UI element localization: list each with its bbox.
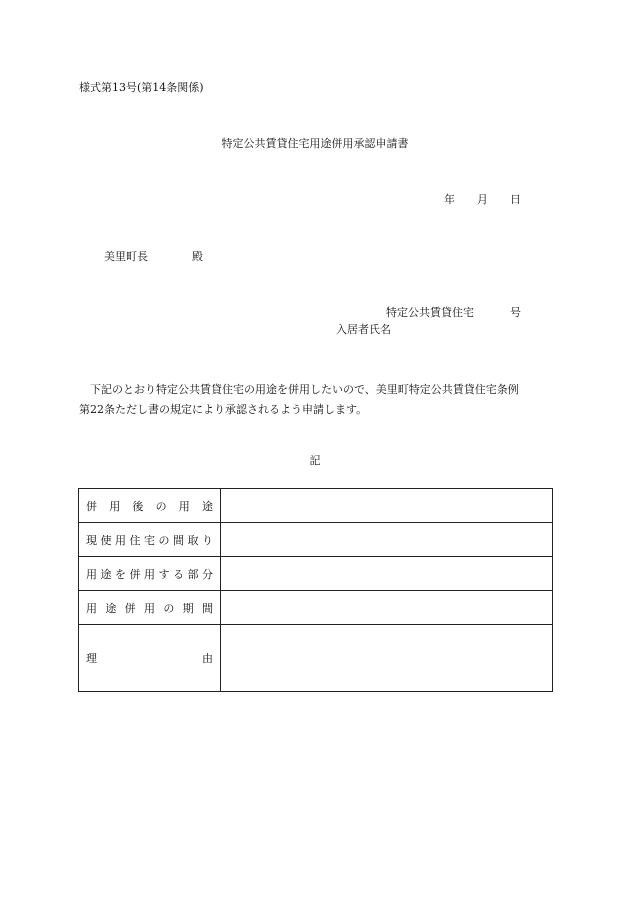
- row-label-char: 併: [129, 567, 141, 581]
- document-title: 特定公共賃貸住宅用途併用承認申請書: [221, 137, 409, 150]
- row-label-char: 理: [86, 652, 97, 665]
- row-label-char: 途: [105, 601, 117, 615]
- housing-label: 特定公共賃貸住宅: [386, 306, 474, 319]
- row-label-char: 住: [129, 533, 141, 547]
- date-year-label: 年: [444, 193, 455, 206]
- row-label-char: 期: [182, 601, 194, 615]
- row-label-char: 用: [178, 499, 190, 513]
- row-label-char: 取: [187, 533, 199, 547]
- row-label-char: 用: [144, 567, 155, 581]
- row-value-field[interactable]: [221, 489, 553, 523]
- row-label: [79, 523, 221, 557]
- row-label-char: 後: [132, 499, 144, 513]
- row-value-field[interactable]: [221, 557, 553, 591]
- body-line-1: 下記のとおり特定公共賃貸住宅の用途を併用したいので、美里町特定公共賃貸住宅条例: [90, 383, 519, 396]
- addressee-line: [104, 251, 203, 262]
- row-label-char: の: [155, 499, 167, 513]
- date-month-label: 月: [477, 193, 488, 206]
- row-label: [79, 489, 221, 523]
- row-label-char: 途: [201, 499, 213, 513]
- table-row: [79, 489, 553, 523]
- date-day-label: 日: [510, 193, 521, 206]
- row-label: [79, 625, 221, 692]
- row-label-char: 併: [86, 499, 97, 513]
- row-value-field[interactable]: [221, 591, 553, 625]
- row-label-char: 宅: [144, 533, 155, 547]
- row-label-char: す: [158, 567, 170, 581]
- addressee-name: 美里町長: [104, 250, 148, 263]
- row-label-char: 用: [86, 567, 97, 581]
- row-label-char: 現: [86, 533, 97, 547]
- row-label-char: 使: [100, 533, 112, 547]
- table-row: [79, 523, 553, 557]
- row-label-char: 併: [124, 601, 136, 615]
- row-value-field[interactable]: [221, 625, 553, 692]
- ki-heading: 記: [309, 454, 321, 467]
- row-label-char: 用: [115, 533, 126, 547]
- table-row: [79, 625, 553, 692]
- addressee-suffix: 殿: [192, 250, 203, 263]
- row-label-char: 間: [173, 533, 184, 547]
- row-label-char: の: [163, 601, 175, 615]
- resident-name-label: 入居者氏名: [336, 323, 391, 336]
- table-row: [79, 557, 553, 591]
- row-label-char: を: [115, 567, 126, 581]
- row-label: [79, 591, 221, 625]
- housing-line: [386, 307, 521, 318]
- row-label-char: り: [202, 533, 213, 547]
- housing-number-label: 号: [510, 306, 521, 319]
- row-label-char: 用: [143, 601, 155, 615]
- row-label-char: 用: [86, 601, 97, 615]
- details-table: [78, 488, 553, 692]
- row-label-char: 由: [202, 652, 213, 665]
- row-label-char: 分: [202, 567, 213, 581]
- row-label-char: 途: [100, 567, 112, 581]
- table-row: [79, 591, 553, 625]
- body-line-2: 第22条ただし書の規定により承認されるよう申請します。: [79, 403, 368, 416]
- row-label-char: る: [173, 567, 184, 581]
- body-paragraph: [79, 380, 554, 420]
- form-number-label: 様式第13号(第14条関係): [79, 81, 204, 94]
- row-label-char: 間: [201, 601, 213, 615]
- date-line: [444, 194, 521, 205]
- row-label-char: 部: [187, 567, 199, 581]
- row-value-field[interactable]: [221, 523, 553, 557]
- row-label-char: 用: [109, 499, 121, 513]
- row-label: [79, 557, 221, 591]
- row-label-char: の: [158, 533, 170, 547]
